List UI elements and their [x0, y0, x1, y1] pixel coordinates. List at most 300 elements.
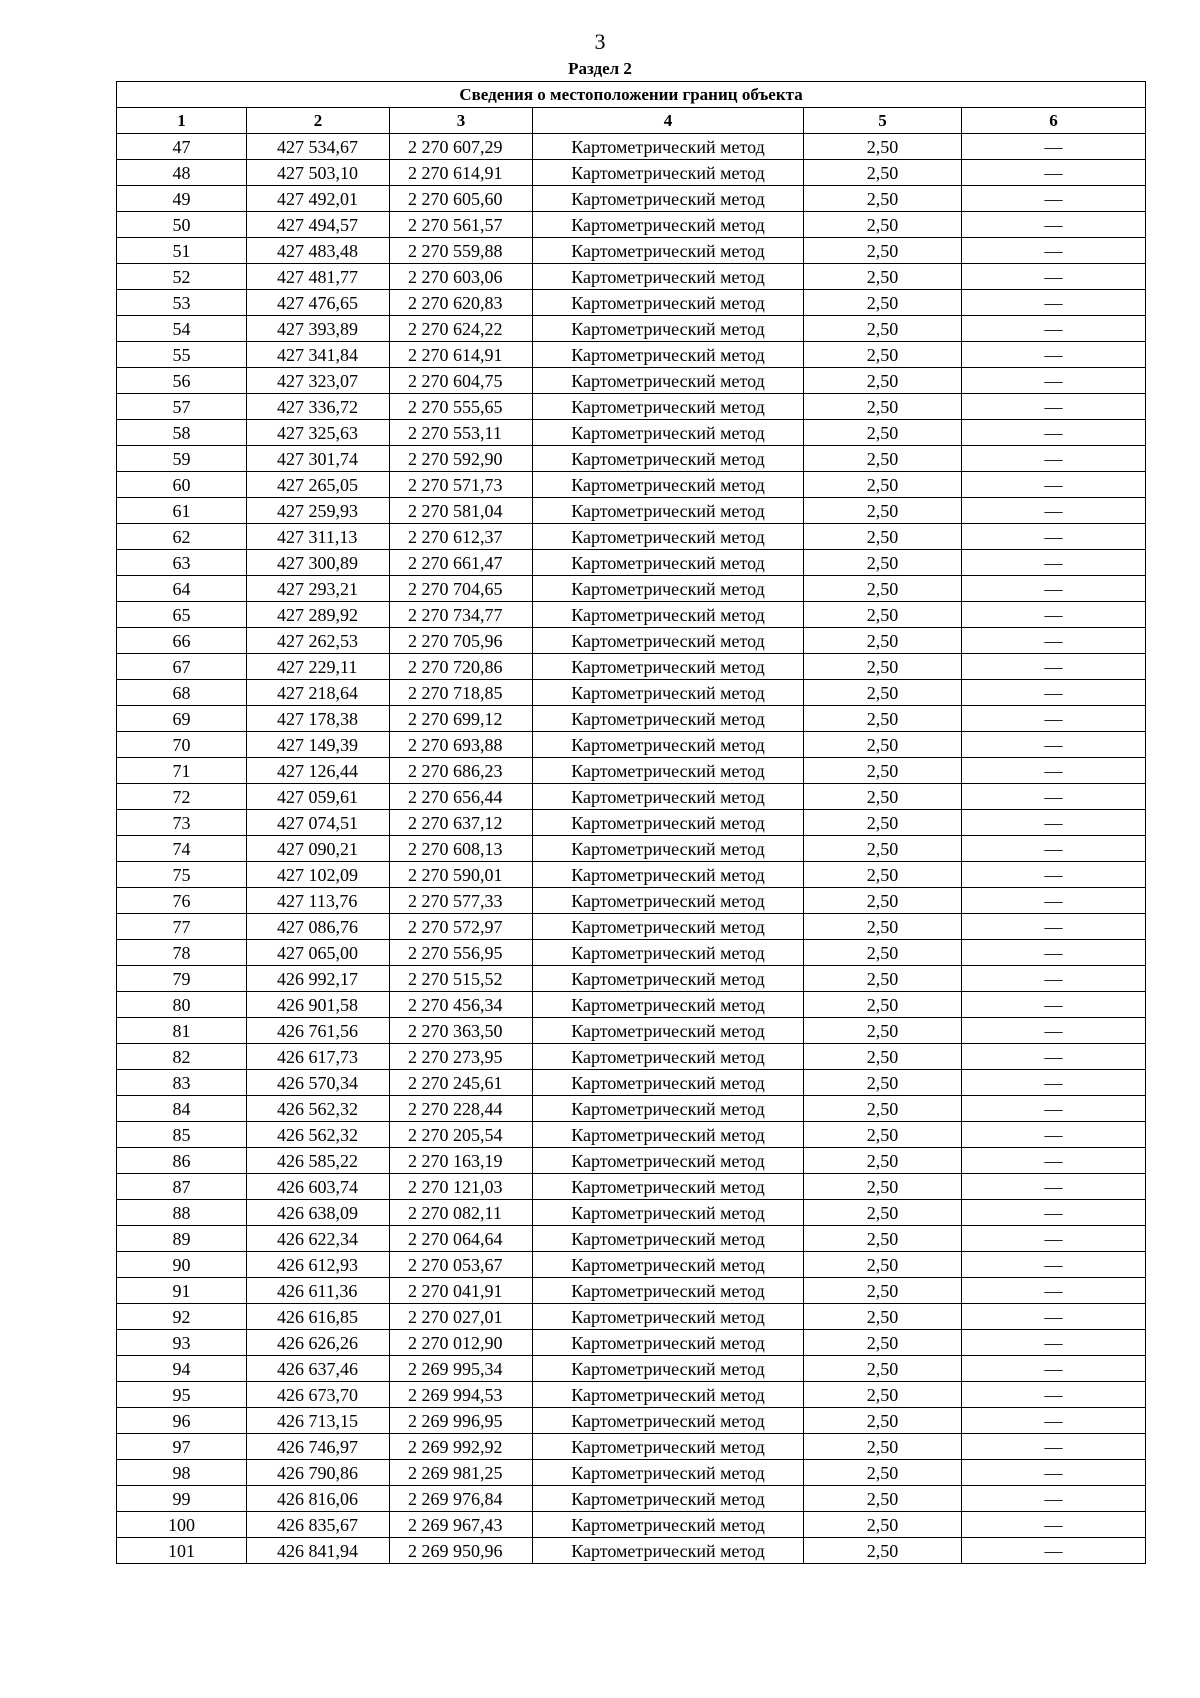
method-cell: Картометрический метод [533, 836, 804, 862]
table-row [117, 680, 1146, 706]
accuracy-cell: 2,50 [804, 1538, 962, 1564]
x-coordinate-cell: 427 059,61 [247, 784, 390, 810]
table-caption-row [117, 82, 1146, 108]
point-number-cell: 83 [117, 1070, 247, 1096]
accuracy-cell: 2,50 [804, 1512, 962, 1538]
accuracy-cell: 2,50 [804, 862, 962, 888]
table-row [117, 1278, 1146, 1304]
point-number-cell: 80 [117, 992, 247, 1018]
table-row [117, 1200, 1146, 1226]
accuracy-cell: 2,50 [804, 732, 962, 758]
method-cell: Картометрический метод [533, 238, 804, 264]
y-coordinate-cell: 2 270 561,57 [390, 212, 533, 238]
table-row [117, 290, 1146, 316]
y-coordinate-cell: 2 270 605,60 [390, 186, 533, 212]
method-cell: Картометрический метод [533, 602, 804, 628]
table-row [117, 1304, 1146, 1330]
description-cell: — [962, 810, 1146, 836]
point-number-cell: 67 [117, 654, 247, 680]
accuracy-cell: 2,50 [804, 888, 962, 914]
point-number-cell: 77 [117, 914, 247, 940]
table-row [117, 1070, 1146, 1096]
description-cell: — [962, 1356, 1146, 1382]
table-row [117, 784, 1146, 810]
description-cell: — [962, 992, 1146, 1018]
accuracy-cell: 2,50 [804, 524, 962, 550]
description-cell: — [962, 290, 1146, 316]
x-coordinate-cell: 426 992,17 [247, 966, 390, 992]
point-number-cell: 81 [117, 1018, 247, 1044]
point-number-cell: 68 [117, 680, 247, 706]
y-coordinate-cell: 2 270 608,13 [390, 836, 533, 862]
accuracy-cell: 2,50 [804, 1278, 962, 1304]
table-row [117, 654, 1146, 680]
accuracy-cell: 2,50 [804, 576, 962, 602]
description-cell: — [962, 732, 1146, 758]
method-cell: Картометрический метод [533, 1174, 804, 1200]
x-coordinate-cell: 426 841,94 [247, 1538, 390, 1564]
point-number-cell: 58 [117, 420, 247, 446]
x-coordinate-cell: 427 086,76 [247, 914, 390, 940]
column-header: 6 [962, 108, 1146, 134]
accuracy-cell: 2,50 [804, 498, 962, 524]
description-cell: — [962, 758, 1146, 784]
x-coordinate-cell: 427 311,13 [247, 524, 390, 550]
method-cell: Картометрический метод [533, 1122, 804, 1148]
table-caption: Сведения о местоположении границ объекта [117, 82, 1146, 108]
point-number-cell: 73 [117, 810, 247, 836]
description-cell: — [962, 212, 1146, 238]
table-row [117, 524, 1146, 550]
point-number-cell: 66 [117, 628, 247, 654]
y-coordinate-cell: 2 269 976,84 [390, 1486, 533, 1512]
accuracy-cell: 2,50 [804, 550, 962, 576]
y-coordinate-cell: 2 270 704,65 [390, 576, 533, 602]
point-number-cell: 75 [117, 862, 247, 888]
accuracy-cell: 2,50 [804, 1044, 962, 1070]
table-row [117, 888, 1146, 914]
y-coordinate-cell: 2 269 967,43 [390, 1512, 533, 1538]
accuracy-cell: 2,50 [804, 966, 962, 992]
description-cell: — [962, 472, 1146, 498]
x-coordinate-cell: 427 218,64 [247, 680, 390, 706]
point-number-cell: 50 [117, 212, 247, 238]
x-coordinate-cell: 426 562,32 [247, 1122, 390, 1148]
description-cell: — [962, 654, 1146, 680]
x-coordinate-cell: 427 341,84 [247, 342, 390, 368]
y-coordinate-cell: 2 270 720,86 [390, 654, 533, 680]
x-coordinate-cell: 426 611,36 [247, 1278, 390, 1304]
point-number-cell: 60 [117, 472, 247, 498]
x-coordinate-cell: 427 534,67 [247, 134, 390, 160]
x-coordinate-cell: 427 325,63 [247, 420, 390, 446]
method-cell: Картометрический метод [533, 550, 804, 576]
point-number-cell: 61 [117, 498, 247, 524]
x-coordinate-cell: 427 262,53 [247, 628, 390, 654]
description-cell: — [962, 446, 1146, 472]
description-cell: — [962, 888, 1146, 914]
point-number-cell: 54 [117, 316, 247, 342]
method-cell: Картометрический метод [533, 394, 804, 420]
method-cell: Картометрический метод [533, 1018, 804, 1044]
x-coordinate-cell: 426 626,26 [247, 1330, 390, 1356]
description-cell: — [962, 1486, 1146, 1512]
description-cell: — [962, 680, 1146, 706]
accuracy-cell: 2,50 [804, 238, 962, 264]
method-cell: Картометрический метод [533, 1252, 804, 1278]
method-cell: Картометрический метод [533, 368, 804, 394]
description-cell: — [962, 264, 1146, 290]
method-cell: Картометрический метод [533, 134, 804, 160]
description-cell: — [962, 1304, 1146, 1330]
table-row [117, 940, 1146, 966]
method-cell: Картометрический метод [533, 966, 804, 992]
point-number-cell: 84 [117, 1096, 247, 1122]
accuracy-cell: 2,50 [804, 628, 962, 654]
table-row [117, 264, 1146, 290]
y-coordinate-cell: 2 270 245,61 [390, 1070, 533, 1096]
table-row [117, 1226, 1146, 1252]
y-coordinate-cell: 2 270 607,29 [390, 134, 533, 160]
description-cell: — [962, 186, 1146, 212]
accuracy-cell: 2,50 [804, 1460, 962, 1486]
column-header: 2 [247, 108, 390, 134]
accuracy-cell: 2,50 [804, 1122, 962, 1148]
description-cell: — [962, 1070, 1146, 1096]
point-number-cell: 65 [117, 602, 247, 628]
accuracy-cell: 2,50 [804, 1330, 962, 1356]
accuracy-cell: 2,50 [804, 368, 962, 394]
y-coordinate-cell: 2 269 992,92 [390, 1434, 533, 1460]
point-number-cell: 101 [117, 1538, 247, 1564]
table-row [117, 472, 1146, 498]
method-cell: Картометрический метод [533, 1148, 804, 1174]
x-coordinate-cell: 427 090,21 [247, 836, 390, 862]
column-header: 4 [533, 108, 804, 134]
description-cell: — [962, 342, 1146, 368]
description-cell: — [962, 420, 1146, 446]
method-cell: Картометрический метод [533, 1044, 804, 1070]
x-coordinate-cell: 427 289,92 [247, 602, 390, 628]
accuracy-cell: 2,50 [804, 472, 962, 498]
table-row [117, 992, 1146, 1018]
table-row [117, 810, 1146, 836]
accuracy-cell: 2,50 [804, 914, 962, 940]
description-cell: — [962, 784, 1146, 810]
point-number-cell: 72 [117, 784, 247, 810]
accuracy-cell: 2,50 [804, 758, 962, 784]
description-cell: — [962, 966, 1146, 992]
x-coordinate-cell: 426 570,34 [247, 1070, 390, 1096]
method-cell: Картометрический метод [533, 264, 804, 290]
y-coordinate-cell: 2 270 205,54 [390, 1122, 533, 1148]
table-row [117, 212, 1146, 238]
x-coordinate-cell: 426 622,34 [247, 1226, 390, 1252]
table-row [117, 1356, 1146, 1382]
table-row [117, 368, 1146, 394]
table-row [117, 1174, 1146, 1200]
point-number-cell: 93 [117, 1330, 247, 1356]
accuracy-cell: 2,50 [804, 706, 962, 732]
method-cell: Картометрический метод [533, 862, 804, 888]
x-coordinate-cell: 426 637,46 [247, 1356, 390, 1382]
x-coordinate-cell: 426 616,85 [247, 1304, 390, 1330]
point-number-cell: 91 [117, 1278, 247, 1304]
method-cell: Картометрический метод [533, 472, 804, 498]
description-cell: — [962, 1122, 1146, 1148]
accuracy-cell: 2,50 [804, 836, 962, 862]
method-cell: Картометрический метод [533, 186, 804, 212]
description-cell: — [962, 914, 1146, 940]
y-coordinate-cell: 2 270 228,44 [390, 1096, 533, 1122]
method-cell: Картометрический метод [533, 680, 804, 706]
method-cell: Картометрический метод [533, 992, 804, 1018]
y-coordinate-cell: 2 270 553,11 [390, 420, 533, 446]
y-coordinate-cell: 2 270 734,77 [390, 602, 533, 628]
table-row [117, 446, 1146, 472]
description-cell: — [962, 524, 1146, 550]
table-row [117, 316, 1146, 342]
table-row [117, 1252, 1146, 1278]
accuracy-cell: 2,50 [804, 1226, 962, 1252]
description-cell: — [962, 1512, 1146, 1538]
table-row [117, 1408, 1146, 1434]
x-coordinate-cell: 427 149,39 [247, 732, 390, 758]
x-coordinate-cell: 427 300,89 [247, 550, 390, 576]
accuracy-cell: 2,50 [804, 316, 962, 342]
method-cell: Картометрический метод [533, 1434, 804, 1460]
accuracy-cell: 2,50 [804, 654, 962, 680]
y-coordinate-cell: 2 270 041,91 [390, 1278, 533, 1304]
y-coordinate-cell: 2 270 027,01 [390, 1304, 533, 1330]
description-cell: — [962, 1018, 1146, 1044]
point-number-cell: 92 [117, 1304, 247, 1330]
accuracy-cell: 2,50 [804, 1382, 962, 1408]
point-number-cell: 56 [117, 368, 247, 394]
point-number-cell: 89 [117, 1226, 247, 1252]
method-cell: Картометрический метод [533, 654, 804, 680]
point-number-cell: 70 [117, 732, 247, 758]
description-cell: — [962, 836, 1146, 862]
point-number-cell: 86 [117, 1148, 247, 1174]
x-coordinate-cell: 427 492,01 [247, 186, 390, 212]
method-cell: Картометрический метод [533, 1356, 804, 1382]
y-coordinate-cell: 2 270 604,75 [390, 368, 533, 394]
description-cell: — [962, 1252, 1146, 1278]
description-cell: — [962, 368, 1146, 394]
y-coordinate-cell: 2 270 661,47 [390, 550, 533, 576]
point-number-cell: 78 [117, 940, 247, 966]
method-cell: Картометрический метод [533, 1200, 804, 1226]
point-number-cell: 94 [117, 1356, 247, 1382]
table-row [117, 394, 1146, 420]
point-number-cell: 87 [117, 1174, 247, 1200]
y-coordinate-cell: 2 270 612,37 [390, 524, 533, 550]
page-number: 3 [594, 29, 606, 54]
method-cell: Картометрический метод [533, 1304, 804, 1330]
y-coordinate-cell: 2 270 064,64 [390, 1226, 533, 1252]
point-number-cell: 74 [117, 836, 247, 862]
table-row [117, 628, 1146, 654]
description-cell: — [962, 576, 1146, 602]
y-coordinate-cell: 2 269 995,34 [390, 1356, 533, 1382]
x-coordinate-cell: 427 503,10 [247, 160, 390, 186]
y-coordinate-cell: 2 269 981,25 [390, 1460, 533, 1486]
table-row [117, 1096, 1146, 1122]
x-coordinate-cell: 426 761,56 [247, 1018, 390, 1044]
table-row [117, 550, 1146, 576]
description-cell: — [962, 1096, 1146, 1122]
x-coordinate-cell: 426 617,73 [247, 1044, 390, 1070]
point-number-cell: 100 [117, 1512, 247, 1538]
table-row [117, 186, 1146, 212]
y-coordinate-cell: 2 270 363,50 [390, 1018, 533, 1044]
point-number-cell: 63 [117, 550, 247, 576]
point-number-cell: 59 [117, 446, 247, 472]
point-number-cell: 90 [117, 1252, 247, 1278]
y-coordinate-cell: 2 270 693,88 [390, 732, 533, 758]
x-coordinate-cell: 427 336,72 [247, 394, 390, 420]
description-cell: — [962, 1460, 1146, 1486]
y-coordinate-cell: 2 269 996,95 [390, 1408, 533, 1434]
y-coordinate-cell: 2 270 571,73 [390, 472, 533, 498]
description-cell: — [962, 1226, 1146, 1252]
point-number-cell: 64 [117, 576, 247, 602]
point-number-cell: 82 [117, 1044, 247, 1070]
method-cell: Картометрический метод [533, 1382, 804, 1408]
y-coordinate-cell: 2 270 555,65 [390, 394, 533, 420]
section-title: Раздел 2 [568, 59, 632, 78]
x-coordinate-cell: 427 301,74 [247, 446, 390, 472]
y-coordinate-cell: 2 270 082,11 [390, 1200, 533, 1226]
description-cell: — [962, 498, 1146, 524]
accuracy-cell: 2,50 [804, 1174, 962, 1200]
description-cell: — [962, 1434, 1146, 1460]
method-cell: Картометрический метод [533, 212, 804, 238]
description-cell: — [962, 940, 1146, 966]
description-cell: — [962, 1330, 1146, 1356]
accuracy-cell: 2,50 [804, 264, 962, 290]
x-coordinate-cell: 427 113,76 [247, 888, 390, 914]
boundary-table [116, 81, 1146, 1564]
x-coordinate-cell: 427 494,57 [247, 212, 390, 238]
point-number-cell: 97 [117, 1434, 247, 1460]
column-header: 3 [390, 108, 533, 134]
accuracy-cell: 2,50 [804, 1252, 962, 1278]
table-row [117, 1122, 1146, 1148]
accuracy-cell: 2,50 [804, 810, 962, 836]
table-row [117, 1018, 1146, 1044]
table-row [117, 914, 1146, 940]
table-row [117, 238, 1146, 264]
accuracy-cell: 2,50 [804, 1304, 962, 1330]
accuracy-cell: 2,50 [804, 602, 962, 628]
y-coordinate-cell: 2 269 950,96 [390, 1538, 533, 1564]
table-row [117, 602, 1146, 628]
description-cell: — [962, 1200, 1146, 1226]
description-cell: — [962, 1174, 1146, 1200]
x-coordinate-cell: 426 585,22 [247, 1148, 390, 1174]
y-coordinate-cell: 2 270 556,95 [390, 940, 533, 966]
y-coordinate-cell: 2 270 572,97 [390, 914, 533, 940]
method-cell: Картометрический метод [533, 888, 804, 914]
point-number-cell: 76 [117, 888, 247, 914]
accuracy-cell: 2,50 [804, 290, 962, 316]
method-cell: Картометрический метод [533, 446, 804, 472]
y-coordinate-cell: 2 270 273,95 [390, 1044, 533, 1070]
table-row [117, 420, 1146, 446]
method-cell: Картометрический метод [533, 498, 804, 524]
table-row [117, 1148, 1146, 1174]
description-cell: — [962, 550, 1146, 576]
point-number-cell: 69 [117, 706, 247, 732]
description-cell: — [962, 316, 1146, 342]
method-cell: Картометрический метод [533, 1538, 804, 1564]
y-coordinate-cell: 2 269 994,53 [390, 1382, 533, 1408]
x-coordinate-cell: 426 901,58 [247, 992, 390, 1018]
point-number-cell: 55 [117, 342, 247, 368]
x-coordinate-cell: 426 816,06 [247, 1486, 390, 1512]
y-coordinate-cell: 2 270 718,85 [390, 680, 533, 706]
description-cell: — [962, 862, 1146, 888]
method-cell: Картометрический метод [533, 1096, 804, 1122]
description-cell: — [962, 628, 1146, 654]
y-coordinate-cell: 2 270 686,23 [390, 758, 533, 784]
method-cell: Картометрический метод [533, 1330, 804, 1356]
description-cell: — [962, 1382, 1146, 1408]
method-cell: Картометрический метод [533, 732, 804, 758]
table-row [117, 836, 1146, 862]
x-coordinate-cell: 427 481,77 [247, 264, 390, 290]
method-cell: Картометрический метод [533, 810, 804, 836]
method-cell: Картометрический метод [533, 914, 804, 940]
table-body [117, 134, 1146, 1564]
accuracy-cell: 2,50 [804, 1200, 962, 1226]
table-header-row [117, 108, 1146, 134]
description-cell: — [962, 1148, 1146, 1174]
x-coordinate-cell: 426 835,67 [247, 1512, 390, 1538]
y-coordinate-cell: 2 270 620,83 [390, 290, 533, 316]
y-coordinate-cell: 2 270 637,12 [390, 810, 533, 836]
description-cell: — [962, 1408, 1146, 1434]
x-coordinate-cell: 426 603,74 [247, 1174, 390, 1200]
description-cell: — [962, 134, 1146, 160]
description-cell: — [962, 602, 1146, 628]
table-row [117, 862, 1146, 888]
point-number-cell: 47 [117, 134, 247, 160]
method-cell: Картометрический метод [533, 524, 804, 550]
method-cell: Картометрический метод [533, 420, 804, 446]
point-number-cell: 48 [117, 160, 247, 186]
x-coordinate-cell: 427 229,11 [247, 654, 390, 680]
x-coordinate-cell: 427 265,05 [247, 472, 390, 498]
description-cell: — [962, 1278, 1146, 1304]
method-cell: Картометрический метод [533, 316, 804, 342]
point-number-cell: 98 [117, 1460, 247, 1486]
y-coordinate-cell: 2 270 456,34 [390, 992, 533, 1018]
column-header: 5 [804, 108, 962, 134]
table-row [117, 342, 1146, 368]
y-coordinate-cell: 2 270 577,33 [390, 888, 533, 914]
method-cell: Картометрический метод [533, 290, 804, 316]
table-row [117, 134, 1146, 160]
method-cell: Картометрический метод [533, 758, 804, 784]
y-coordinate-cell: 2 270 614,91 [390, 160, 533, 186]
method-cell: Картометрический метод [533, 1278, 804, 1304]
table-row [117, 1512, 1146, 1538]
description-cell: — [962, 160, 1146, 186]
method-cell: Картометрический метод [533, 784, 804, 810]
